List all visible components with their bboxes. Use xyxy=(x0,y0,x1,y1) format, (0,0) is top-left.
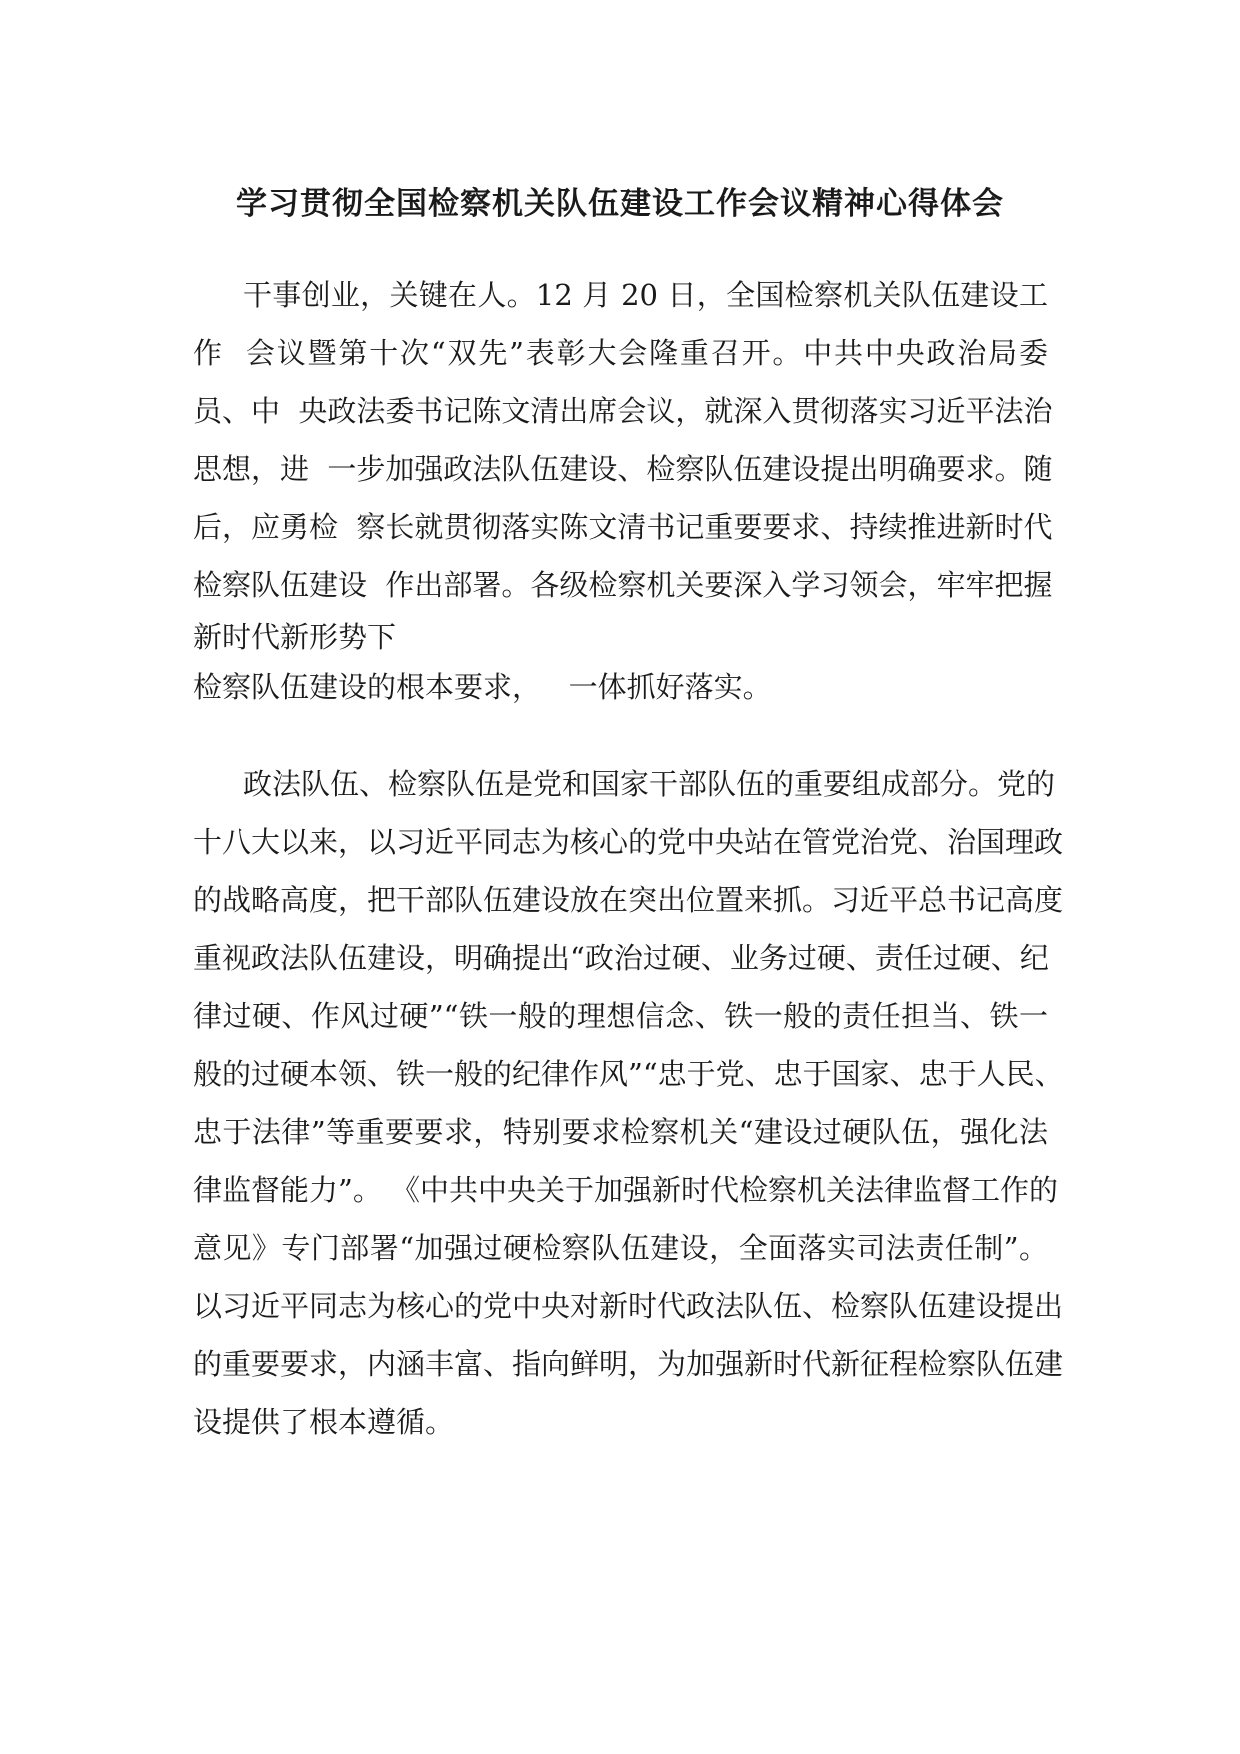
paragraph-line: 重视政法队伍建设，明确提出“政治过硬、业务过硬、责任过硬、纪 xyxy=(193,941,1049,975)
paragraph-line: 般的过硬本领、铁一般的纪律作风”“忠于党、忠于国家、忠于人民、 xyxy=(193,1057,1064,1091)
paragraph-line: 后，应勇检 察长就贯彻落实陈文清书记重要要求、持续推进新时代 xyxy=(193,510,1053,544)
paragraph-line: 的重要要求，内涵丰富、指向鲜明，为加强新时代新征程检察队伍建 xyxy=(193,1347,1064,1381)
paragraph-line: 忠于法律”等重要要求，特别要求检察机关“建设过硬队伍，强化法 xyxy=(193,1115,1048,1149)
paragraph-line: 以习近平同志为核心的党中央对新时代政法队伍、检察队伍建设提出 xyxy=(193,1289,1064,1323)
paragraph-line: 律监督能力”。 《中共中央关于加强新时代检察机关法律监督工作的 xyxy=(193,1173,1059,1207)
paragraph-line: 检察队伍建设 作出部署。各级检察机关要深入学习领会，牢牢把握 xyxy=(193,568,1053,602)
paragraph-line: 作 会议暨第十次“双先”表彰大会隆重召开。中共中央政治局委 xyxy=(193,336,1048,370)
paragraph-line: 律过硬、作风过硬”“铁一般的理想信念、铁一般的责任担当、铁一 xyxy=(193,999,1048,1033)
paragraph-line: 意见》专门部署“加强过硬检察队伍建设，全面落实司法责任制”。 xyxy=(193,1231,1048,1265)
paragraph-line: 的战略高度，把干部队伍建设放在突出位置来抓。习近平总书记高度 xyxy=(193,883,1064,917)
paragraph-line: 检察队伍建设的根本要求， 一体抓好落实。 xyxy=(193,670,772,704)
paragraph-line: 政法队伍、检察队伍是党和国家干部队伍的重要组成部分。党的 xyxy=(243,767,1056,801)
paragraph-line: 设提供了根本遵循。 xyxy=(193,1405,455,1439)
paragraph-line: 思想，进 一步加强政法队伍建设、检察队伍建设提出明确要求。随 xyxy=(193,452,1053,486)
document-title: 学习贯彻全国检察机关队伍建设工作会议精神心得体会 xyxy=(236,186,1004,222)
paragraph-line: 十八大以来，以习近平同志为核心的党中央站在管党治党、治国理政 xyxy=(193,825,1064,859)
paragraph-line: 员、中 央政法委书记陈文清出席会议，就深入贯彻落实习近平法治 xyxy=(193,394,1053,428)
paragraph-line: 干事创业，关键在人。12 月 20 日，全国检察机关队伍建设工 xyxy=(243,278,1048,312)
paragraph-line: 新时代新形势下 xyxy=(193,620,397,654)
